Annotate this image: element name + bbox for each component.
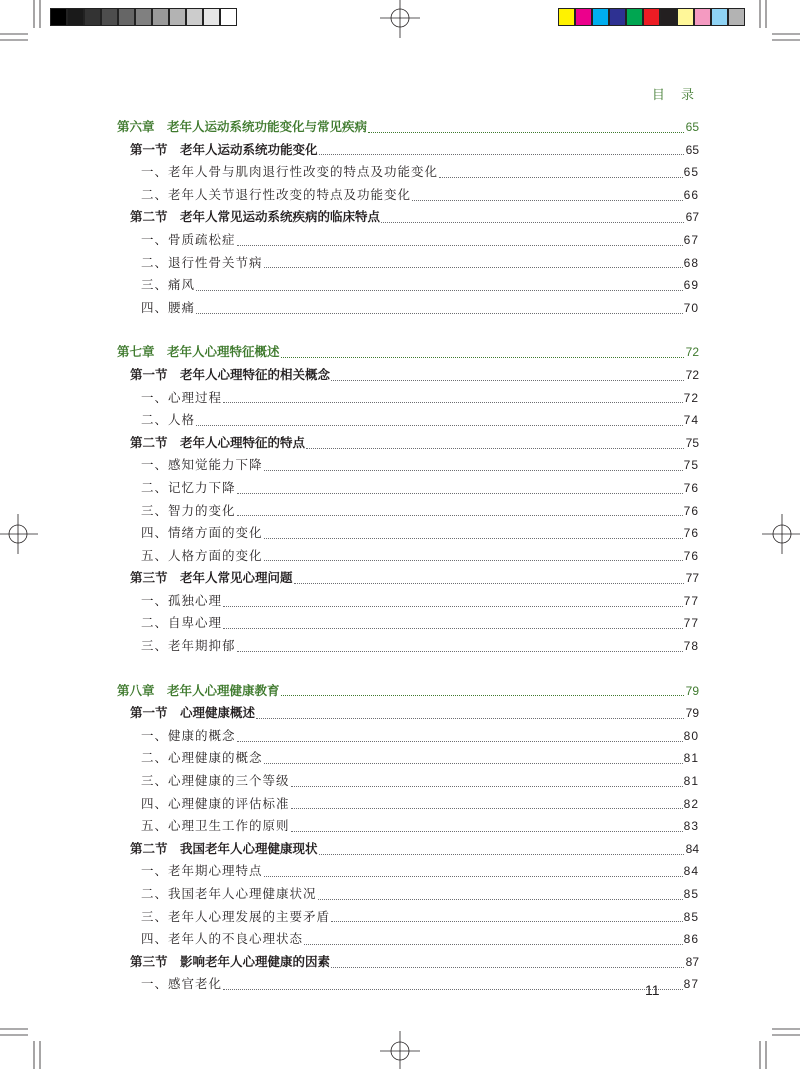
dot-leader — [237, 651, 683, 652]
color-swatch — [643, 8, 660, 26]
color-swatch — [626, 8, 643, 26]
toc-entry-label: 第二节 老年人心理特征的特点 — [130, 434, 306, 450]
gray-swatch — [50, 8, 67, 26]
gray-swatch — [203, 8, 220, 26]
dot-leader — [223, 628, 683, 629]
toc-entry-page: 82 — [683, 796, 699, 811]
toc-entry-label: 四、情绪方面的变化 — [141, 525, 263, 541]
dot-leader — [319, 154, 684, 155]
toc-item-row[interactable] — [117, 635, 699, 658]
toc-item-row[interactable] — [117, 545, 699, 568]
dot-leader — [264, 763, 683, 764]
toc-entry-page: 85 — [683, 909, 699, 924]
toc-chapter-row[interactable] — [117, 680, 699, 703]
toc-entry-page: 69 — [683, 278, 699, 293]
toc-entry-label: 一、孤独心理 — [141, 592, 223, 608]
toc-entry-page: 83 — [683, 819, 699, 834]
dot-leader — [223, 606, 683, 607]
gray-swatch — [152, 8, 169, 26]
toc-item-row[interactable] — [117, 454, 699, 477]
toc-entry-page: 72 — [683, 390, 699, 405]
toc-entry-label: 四、腰痛 — [141, 299, 196, 315]
toc-section-row[interactable] — [117, 838, 699, 861]
toc-section-row[interactable] — [117, 702, 699, 725]
toc-entry-label: 二、人格 — [141, 412, 196, 428]
toc-entry-label: 一、感知觉能力下降 — [141, 457, 263, 473]
color-swatch — [558, 8, 575, 26]
toc-entry-page: 80 — [683, 728, 699, 743]
toc-item-row[interactable] — [117, 725, 699, 748]
toc-entry-label: 二、记忆力下降 — [141, 479, 236, 495]
toc-item-row[interactable] — [117, 252, 699, 275]
toc-chapter-row[interactable] — [117, 341, 699, 364]
toc-entry-page: 78 — [683, 639, 699, 654]
toc-entry-label: 一、老年期心理特点 — [141, 863, 263, 879]
toc-entry-page: 76 — [683, 548, 699, 563]
dot-leader — [291, 831, 683, 832]
toc-entry-page: 70 — [683, 300, 699, 315]
toc-item-row[interactable] — [117, 184, 699, 207]
dot-leader — [331, 380, 684, 381]
dot-leader — [306, 448, 684, 449]
gray-swatch — [101, 8, 118, 26]
toc-entry-label: 三、心理健康的三个等级 — [141, 773, 290, 789]
toc-entry-label: 五、心理卫生工作的原则 — [141, 818, 290, 834]
dot-leader — [304, 944, 683, 945]
dot-leader — [237, 515, 683, 516]
toc-entry-label: 一、老年人骨与肌肉退行性改变的特点及功能变化 — [141, 164, 439, 180]
dot-leader — [237, 245, 683, 246]
dot-leader — [294, 583, 684, 584]
toc-entry-label: 四、心理健康的评估标准 — [141, 795, 290, 811]
gray-swatch — [186, 8, 203, 26]
dot-leader — [237, 741, 683, 742]
registration-mark-right — [762, 514, 800, 554]
toc-entry-label: 二、退行性骨关节病 — [141, 254, 263, 270]
dot-leader — [291, 808, 683, 809]
toc-entry-page: 65 — [685, 120, 699, 134]
toc-entry-page: 79 — [685, 706, 699, 721]
table-of-contents — [117, 116, 699, 996]
color-swatch — [660, 8, 677, 26]
toc-entry-page: 76 — [683, 503, 699, 518]
toc-entry-label: 第八章 老年人心理健康教育 — [117, 682, 280, 698]
toc-entry-label: 第六章 老年人运动系统功能变化与常见疾病 — [117, 119, 368, 134]
dot-leader — [331, 967, 684, 968]
toc-item-row[interactable] — [117, 477, 699, 500]
toc-entry-page: 75 — [683, 458, 699, 473]
color-swatch — [677, 8, 694, 26]
gray-calibration-strip — [50, 8, 237, 26]
toc-item-row[interactable] — [117, 229, 699, 252]
toc-entry-page: 87 — [683, 977, 699, 992]
dot-leader — [237, 493, 683, 494]
chapter-gap — [117, 658, 699, 680]
toc-entry-page: 81 — [683, 774, 699, 789]
dot-leader — [196, 425, 683, 426]
toc-item-row[interactable] — [117, 815, 699, 838]
dot-leader — [196, 313, 683, 314]
toc-entry-page: 72 — [685, 345, 699, 360]
toc-item-row[interactable] — [117, 161, 699, 184]
toc-entry-page: 77 — [683, 616, 699, 631]
toc-entry-label: 第二节 我国老年人心理健康现状 — [130, 840, 318, 856]
registration-mark-top — [380, 0, 420, 38]
toc-item-row[interactable] — [117, 747, 699, 770]
toc-entry-page: 76 — [683, 526, 699, 541]
color-swatch — [575, 8, 592, 26]
color-swatch — [728, 8, 745, 26]
color-swatch — [711, 8, 728, 26]
gray-swatch — [169, 8, 186, 26]
dot-leader — [264, 876, 683, 877]
toc-entry-label: 五、人格方面的变化 — [141, 547, 263, 563]
toc-section-row[interactable] — [117, 951, 699, 974]
toc-entry-label: 第一节 老年人运动系统功能变化 — [130, 141, 318, 157]
dot-leader — [281, 357, 684, 358]
toc-entry-page: 65 — [685, 142, 699, 157]
toc-item-row[interactable] — [117, 387, 699, 410]
toc-entry-page: 84 — [683, 864, 699, 879]
color-swatch — [694, 8, 711, 26]
toc-entry-label: 第二节 老年人常见运动系统疾病的临床特点 — [130, 209, 381, 225]
dot-leader — [223, 402, 683, 403]
toc-chapter-row[interactable] — [117, 116, 699, 139]
dot-leader — [196, 290, 683, 291]
toc-entry-label: 三、智力的变化 — [141, 502, 236, 518]
toc-item-row[interactable] — [117, 973, 699, 996]
toc-item-row[interactable] — [117, 928, 699, 951]
dot-leader — [281, 695, 684, 696]
toc-entry-label: 一、感官老化 — [141, 976, 223, 992]
toc-entry-page: 77 — [683, 593, 699, 608]
toc-item-row[interactable] — [117, 906, 699, 929]
dot-leader — [264, 560, 683, 561]
gray-swatch — [84, 8, 101, 26]
toc-entry-label: 二、我国老年人心理健康状况 — [141, 886, 317, 901]
toc-entry-label: 二、自卑心理 — [141, 615, 223, 631]
toc-item-row[interactable] — [117, 297, 699, 320]
dot-leader — [264, 267, 683, 268]
toc-entry-page: 84 — [685, 841, 699, 856]
toc-entry-page: 65 — [683, 165, 699, 180]
toc-section-row[interactable] — [117, 432, 699, 455]
toc-entry-page: 79 — [685, 683, 699, 698]
toc-section-row[interactable] — [117, 206, 699, 229]
registration-mark-bottom — [380, 1031, 420, 1069]
dot-leader — [368, 132, 684, 133]
toc-entry-page: 72 — [685, 367, 699, 382]
dot-leader — [439, 177, 683, 178]
toc-entry-label: 三、老年人心理发展的主要矛盾 — [141, 908, 331, 924]
dot-leader — [381, 222, 684, 223]
toc-item-row[interactable] — [117, 500, 699, 523]
dot-leader — [318, 899, 683, 900]
toc-entry-page: 85 — [683, 887, 699, 901]
dot-leader — [291, 786, 683, 787]
chapter-gap — [117, 319, 699, 341]
toc-entry-label: 四、老年人的不良心理状态 — [141, 931, 304, 947]
color-calibration-strip — [558, 8, 745, 26]
dot-leader — [264, 538, 683, 539]
toc-entry-page: 74 — [683, 413, 699, 428]
toc-item-row[interactable] — [117, 612, 699, 635]
toc-entry-page: 67 — [683, 232, 699, 247]
gray-swatch — [67, 8, 84, 26]
toc-entry-label: 一、骨质疏松症 — [141, 231, 236, 247]
toc-entry-label: 一、健康的概念 — [141, 727, 236, 743]
page-header-title: 目 录 — [651, 88, 700, 103]
dot-leader — [264, 470, 683, 471]
dot-leader — [223, 989, 683, 990]
dot-leader — [412, 200, 683, 201]
dot-leader — [319, 854, 684, 855]
toc-entry-page: 66 — [683, 187, 699, 202]
toc-entry-label: 第三节 老年人常见心理问题 — [130, 570, 293, 586]
gray-swatch — [135, 8, 152, 26]
toc-section-row[interactable] — [117, 364, 699, 387]
gray-swatch — [118, 8, 135, 26]
toc-entry-page: 86 — [683, 932, 699, 947]
toc-entry-page: 77 — [685, 571, 699, 586]
toc-item-row[interactable] — [117, 409, 699, 432]
toc-entry-label: 二、心理健康的概念 — [141, 750, 263, 766]
toc-item-row[interactable] — [117, 860, 699, 883]
page-number: 11 — [645, 982, 660, 998]
toc-entry-label: 第一节 心理健康概述 — [130, 705, 256, 721]
toc-item-row[interactable] — [117, 793, 699, 816]
dot-leader — [256, 718, 684, 719]
toc-entry-label: 第三节 影响老年人心理健康的因素 — [130, 953, 331, 969]
toc-entry-page: 76 — [683, 480, 699, 495]
toc-item-row[interactable] — [117, 522, 699, 545]
toc-entry-label: 第一节 老年人心理特征的相关概念 — [130, 366, 331, 382]
toc-entry-page: 87 — [685, 954, 699, 969]
registration-mark-left — [0, 514, 38, 554]
toc-item-row[interactable] — [117, 590, 699, 613]
toc-item-row[interactable] — [117, 770, 699, 793]
toc-section-row[interactable] — [117, 139, 699, 162]
color-swatch — [609, 8, 626, 26]
toc-entry-label: 三、痛风 — [141, 277, 196, 293]
gray-swatch — [220, 8, 237, 26]
toc-entry-page: 75 — [685, 435, 699, 450]
toc-item-row[interactable] — [117, 883, 699, 906]
toc-entry-label: 一、心理过程 — [141, 389, 223, 405]
toc-section-row[interactable] — [117, 567, 699, 590]
toc-entry-page: 67 — [685, 210, 699, 225]
toc-entry-page: 81 — [683, 751, 699, 766]
dot-leader — [331, 921, 683, 922]
color-swatch — [592, 8, 609, 26]
toc-entry-label: 第七章 老年人心理特征概述 — [117, 344, 280, 360]
toc-item-row[interactable] — [117, 274, 699, 297]
toc-entry-label: 三、老年期抑郁 — [141, 638, 236, 654]
toc-entry-label: 二、老年人关节退行性改变的特点及功能变化 — [141, 186, 412, 202]
toc-entry-page: 68 — [683, 255, 699, 270]
